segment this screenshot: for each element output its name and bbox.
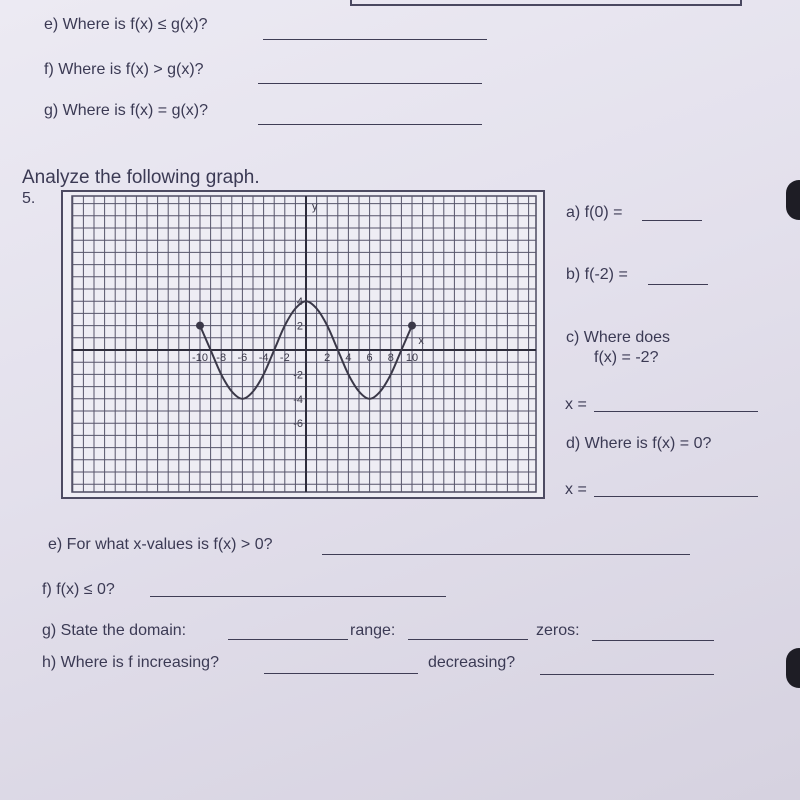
question-g-domain: g) State the domain: [42,622,187,639]
x-tick-label: -4 [258,352,269,364]
answer-line-zeros[interactable] [592,640,714,641]
question-a: a) f(0) = [566,204,623,221]
answer-line-f-top[interactable] [258,83,482,84]
question-e-bottom: e) For what x-values is f(x) > 0? [48,536,273,553]
question-f-bottom: f) f(x) ≤ 0? [42,581,115,598]
endpoint-dot [408,322,416,330]
answer-line-domain[interactable] [228,639,348,640]
x-tick-label: -8 [216,352,227,364]
y-tick-label: 2 [296,320,303,333]
previous-answer-box [350,0,742,6]
y-axis-label: y [312,201,318,213]
graph-outer-border [62,191,544,498]
x-tick-label: 4 [345,352,352,364]
endpoint-dot [196,322,204,330]
answer-d-label: x = [565,481,587,498]
question-h-increasing: h) Where is f increasing? [42,654,219,671]
question-f-top: f) Where is f(x) > g(x)? [44,61,204,78]
answer-line-g-top[interactable] [258,124,482,125]
answer-c-label: x = [565,396,587,413]
answer-line-decreasing[interactable] [540,674,714,675]
y-tick-label: -6 [293,418,303,431]
answer-line-d[interactable] [594,496,758,497]
question-d: d) Where is f(x) = 0? [566,435,712,452]
answer-line-e-bottom[interactable] [322,554,690,555]
binder-hole [786,648,800,688]
answer-line-increasing[interactable] [264,673,418,674]
function-graph [61,190,545,499]
answer-line-f-bottom[interactable] [150,596,446,597]
question-b: b) f(-2) = [566,266,628,283]
question-c-line1: c) Where does [566,329,671,346]
x-tick-label: -6 [237,352,248,364]
answer-line-a[interactable] [642,220,702,221]
x-axis-label: x [418,335,424,347]
label-zeros: zeros: [536,622,580,639]
x-tick-label: 8 [387,352,394,364]
question-g-top: g) Where is f(x) = g(x)? [44,102,209,119]
question-e-top: e) Where is f(x) ≤ g(x)? [44,16,208,33]
x-tick-label: -10 [192,352,208,364]
x-tick-label: 6 [366,352,373,364]
label-decreasing: decreasing? [428,654,516,671]
answer-line-e-top[interactable] [263,39,487,40]
x-tick-label: 10 [405,352,419,364]
answer-line-b[interactable] [648,284,708,285]
question-c-line2: f(x) = -2? [594,349,659,366]
y-tick-label: -2 [293,369,303,382]
y-tick-label: 4 [296,296,303,309]
label-range: range: [350,622,396,639]
binder-hole [786,180,800,220]
answer-line-range[interactable] [408,639,528,640]
x-tick-label: -2 [279,352,290,364]
graph-container [61,190,545,499]
section-heading: Analyze the following graph. [22,167,260,188]
y-tick-label: -4 [293,393,303,406]
x-tick-label: 2 [324,352,331,364]
problem-number: 5. [22,190,36,207]
answer-line-c[interactable] [594,411,758,412]
